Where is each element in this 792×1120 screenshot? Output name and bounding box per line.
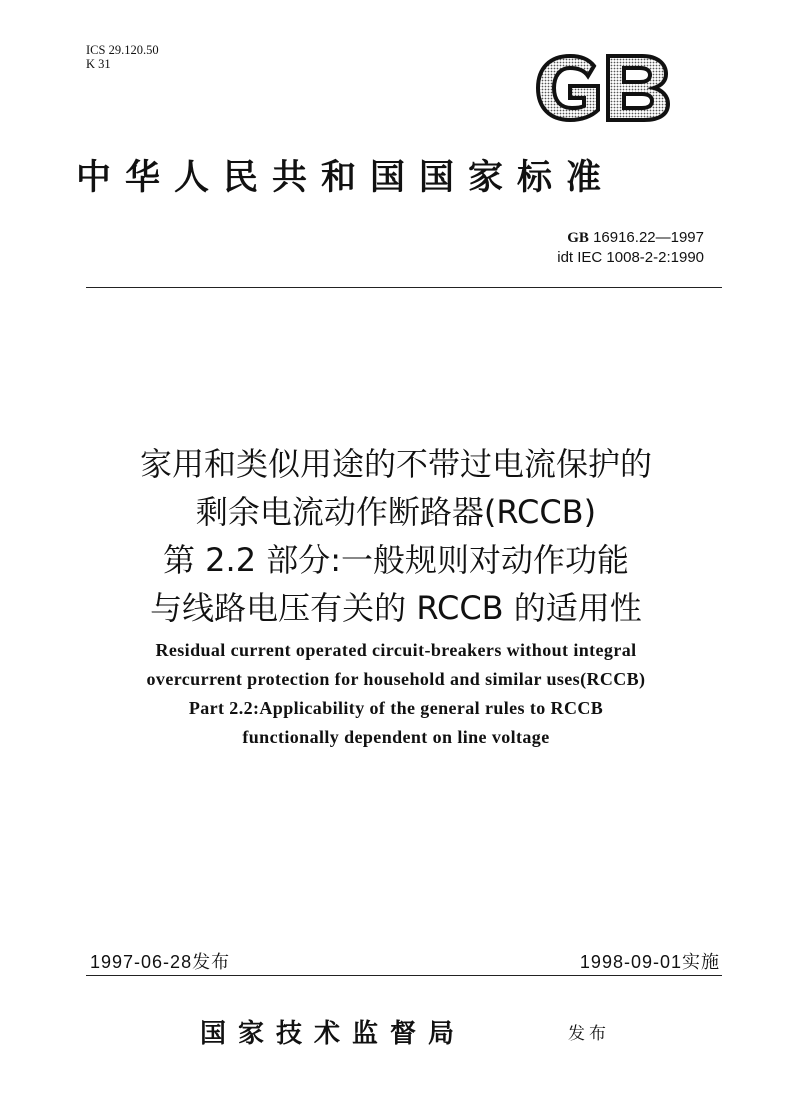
issue-date: 1997-06-28发布 — [90, 952, 231, 972]
standard-number-line — [474, 228, 704, 248]
gb-logo-graphic — [532, 52, 672, 124]
standard-number-block — [474, 228, 704, 268]
issuing-authority: 国家技术监督局 — [200, 1019, 467, 1049]
ics-code: ICS 29.120.50 — [86, 43, 159, 57]
implementation-date: 1998-09-01实施 — [579, 952, 720, 972]
chinese-title-line: 家用和类似用途的不带过电流保护的 — [139, 445, 652, 483]
english-title-line: Part 2.2:Applicability of the general rules to RCCB — [188, 698, 604, 718]
gb-logo — [532, 52, 672, 124]
bottom-divider — [86, 975, 722, 976]
standard-prefix: GB — [567, 230, 589, 246]
english-title-line: Residual current operated circuit-breakers without integral — [155, 640, 637, 660]
english-title-line: functionally dependent on line voltage — [242, 727, 550, 747]
idt-reference: idt IEC 1008-2-2:1990 — [557, 249, 704, 266]
top-divider — [86, 287, 722, 288]
standard-number: 16916.22—1997 — [593, 229, 704, 246]
classification-codes — [86, 43, 159, 71]
standard-name-heading: 中华人民共和国国家标准 — [76, 157, 616, 198]
chinese-title-line: 剩余电流动作断路器(RCCB) — [195, 493, 597, 531]
english-title — [0, 636, 792, 752]
chinese-title-line: 第 2.2 部分:一般规则对动作功能 — [162, 541, 630, 579]
chinese-title-line: 与线路电压有关的 RCCB 的适用性 — [150, 589, 642, 627]
ccs-code: K 31 — [86, 57, 111, 71]
english-title-line: overcurrent protection for household and similar uses(RCCB) — [146, 669, 646, 689]
issued-label: 发布 — [568, 1024, 610, 1044]
chinese-title — [0, 440, 792, 632]
